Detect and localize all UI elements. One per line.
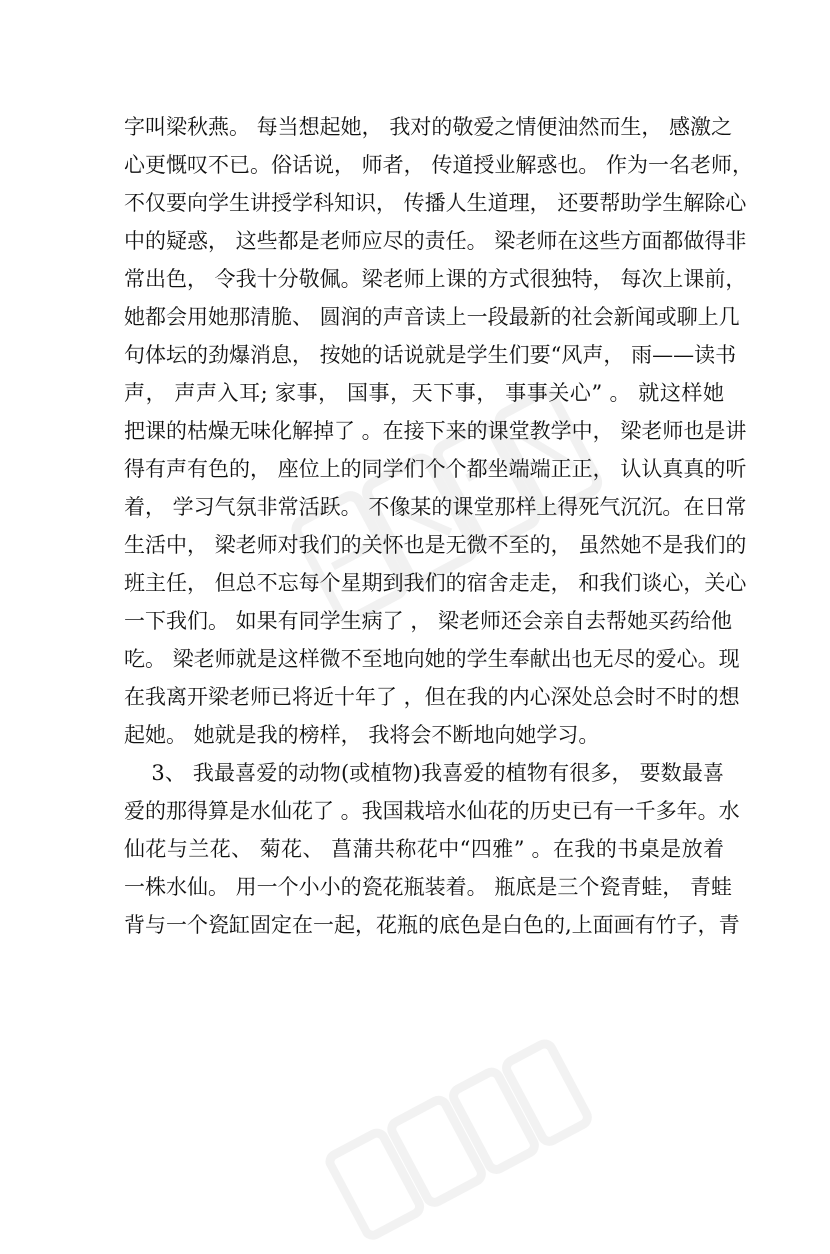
- text-line: 不仅要向学生讲授学科知识， 传播人生道理， 还要帮助学生解除心: [124, 191, 747, 215]
- body-text: [124, 108, 754, 944]
- text-line: 一下我们。 如果有同学生病了 ， 梁老师还会亲自去帮她买药给他: [124, 609, 733, 633]
- text-line: 心更慨叹不已。俗话说， 师者， 传道授业解惑也。 作为一名老师，: [124, 153, 754, 177]
- text-line: 字叫梁秋燕。 每当想起她， 我对的敬爱之情便油然而生， 感激之: [124, 115, 733, 139]
- text-line: 吃。 梁老师就是这样微不至地向她的学生奉献出也无尽的爱心。现: [124, 647, 740, 671]
- text-line: 得有声有色的， 座位上的同学们个个都坐端端正正， 认认真真的听: [124, 457, 747, 481]
- watermark-logo-icon: [317, 1026, 603, 1254]
- text-line: 把课的枯燥无味化解掉了 。在接下来的课堂教学中， 梁老师也是讲: [124, 419, 747, 443]
- text-line: 班主任， 但总不忘每个星期到我们的宿舍走走， 和我们谈心，关心: [124, 571, 747, 595]
- text-line: 中的疑惑， 这些都是老师应尽的责任。 梁老师在这些方面都做得非: [124, 229, 747, 253]
- text-line: 爱的那得算是水仙花了 。我国栽培水仙花的历史已有一千多年。水: [124, 799, 740, 823]
- text-line: 起她。 她就是我的榜样， 我将会不断地向她学习。: [124, 723, 600, 747]
- text-line: 声， 声声入耳; 家事， 国事，天下事， 事事关心” 。 就这样她: [124, 381, 724, 405]
- text-line: 仙花与兰花、 菊花、 菖蒲共称花中“四雅” 。在我的书桌是放着: [124, 837, 724, 861]
- text-line: 3、 我最喜爱的动物(或植物)我喜爱的植物有很多， 要数最喜: [124, 761, 724, 785]
- text-line: 着， 学习气氛非常活跃。 不像某的课堂那样上得死气沉沉。在日常: [124, 495, 747, 519]
- text-line: 她都会用她那清脆、 圆润的声音读上一段最新的社会新闻或聊上几: [124, 305, 740, 329]
- text-line: 背与一个瓷缸固定在一起，花瓶的底色是白色的,上面画有竹子，青: [124, 913, 740, 937]
- text-line: 在我离开梁老师已将近十年了 ，但在我的内心深处总会时不时的想: [124, 685, 740, 709]
- text-line: 常出色， 令我十分敬佩。梁老师上课的方式很独特， 每次上课前，: [124, 267, 747, 291]
- text-line: 生活中， 梁老师对我们的关怀也是无微不至的， 虽然她不是我们的: [124, 533, 747, 557]
- text-line: 一株水仙。 用一个小小的瓷花瓶装着。 瓶底是三个瓷青蛙， 青蛙: [124, 875, 733, 899]
- text-line: 句体坛的劲爆消息， 按她的话说就是学生们要“风声， 雨——读书: [124, 343, 737, 367]
